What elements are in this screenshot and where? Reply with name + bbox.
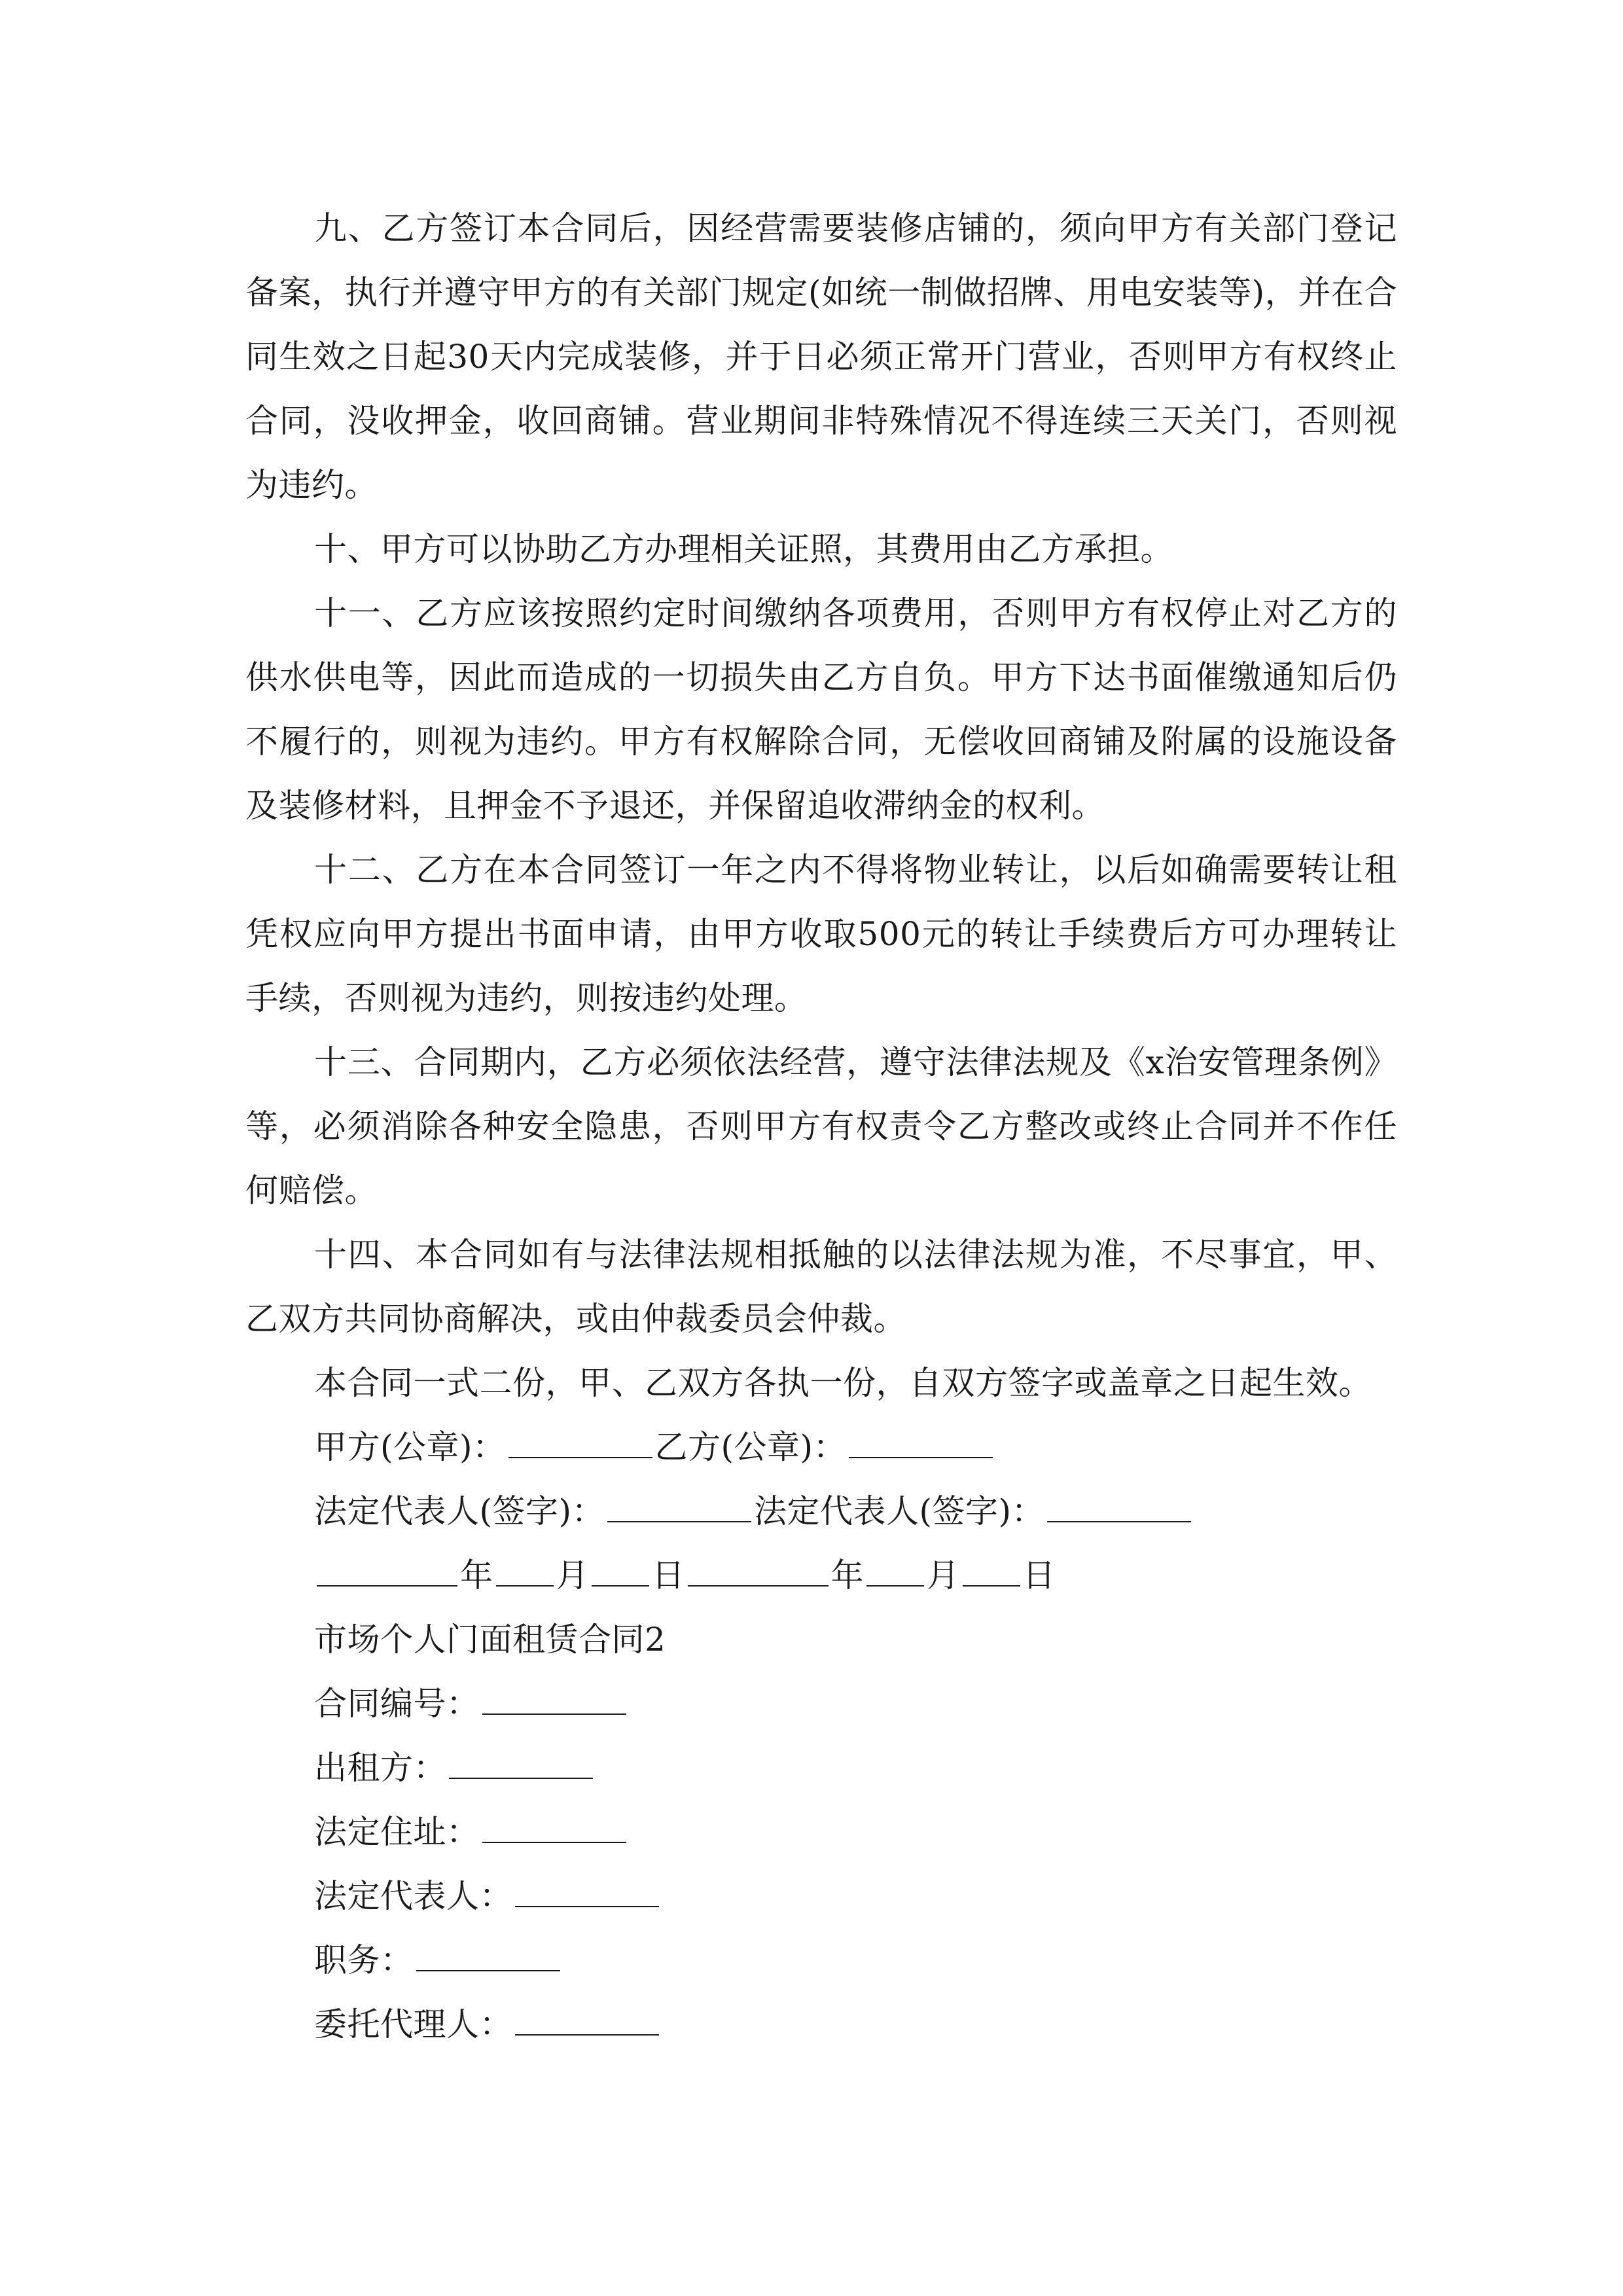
date-line	[245, 1543, 1397, 1607]
contract2-title: 市场个人门面租赁合同2	[314, 1621, 666, 1659]
party-b-seal-label: 乙方(公章)：	[654, 1428, 847, 1466]
rep-a-label: 法定代表人(签字)：	[314, 1492, 605, 1530]
address-label: 法定住址：	[314, 1813, 480, 1851]
month-b-blank	[866, 1555, 924, 1587]
clause-10: 十、甲方可以协助乙方办理相关证照，其费用由乙方承担。	[314, 530, 1173, 568]
agent-line	[245, 1992, 1397, 2056]
day-b-blank	[963, 1555, 1020, 1587]
rep-a-blank	[607, 1491, 751, 1522]
legal-rep-label: 法定代表人：	[314, 1877, 512, 1915]
contract-no-line	[245, 1672, 1397, 1736]
day-a-label: 日	[652, 1556, 685, 1594]
lessor-blank	[449, 1748, 593, 1779]
closing-statement: 本合同一式二份，甲、乙双方各执一份，自双方签字或盖章之日起生效。	[314, 1364, 1372, 1402]
day-a-blank	[592, 1555, 649, 1587]
clause-14: 十四、本合同如有与法律法规相抵触的以法律法规为准，不尽事宜，甲、乙双方共同协商解决，或由仲裁委员会仲裁。	[245, 1236, 1397, 1338]
lessor-label: 出租方：	[314, 1749, 446, 1787]
clause-12: 十二、乙方在本合同签订一年之内不得将物业转让，以后如确需要转让租凭权应向甲方提出书面申请，由甲方收取500元的转让手续费后方可办理转让手续，否则视为违约，则按违约处理。	[245, 851, 1397, 1017]
document-body	[245, 196, 1397, 2056]
representative-line	[245, 1479, 1397, 1543]
year-b-label: 年	[830, 1556, 864, 1594]
month-b-label: 月	[927, 1556, 960, 1594]
legal-rep-blank	[515, 1876, 659, 1907]
clause-11: 十一、乙方应该按照约定时间缴纳各项费用，否则甲方有权停止对乙方的供水供电等，因此而造成的一切损失由乙方自负。甲方下达书面催缴通知后仍不履行的，则视为违约。甲方有权解除合同，无偿收回商铺及附属的设施设备及装修材料，且押金不予退还，并保留追收滞纳金的权利。	[245, 594, 1397, 825]
position-line	[245, 1928, 1397, 1992]
contract-no-blank	[482, 1683, 626, 1715]
agent-label: 委托代理人：	[314, 2005, 512, 2043]
party-a-seal-label: 甲方(公章)：	[314, 1428, 506, 1466]
address-line	[245, 1800, 1397, 1864]
position-blank	[416, 1940, 560, 1971]
lessor-line	[245, 1736, 1397, 1800]
day-b-label: 日	[1022, 1556, 1056, 1594]
year-a-label: 年	[460, 1556, 493, 1594]
rep-b-blank	[1047, 1491, 1191, 1522]
agent-blank	[515, 2004, 659, 2036]
rep-b-label: 法定代表人(签字)：	[754, 1492, 1045, 1530]
contract-no-label: 合同编号：	[314, 1685, 480, 1723]
clause-13: 十三、合同期内，乙方必须依法经营，遵守法律法规及《x治安管理条例》等，必须消除各种安全隐患，否则甲方有权责令乙方整改或终止合同并不作任何赔偿。	[245, 1043, 1397, 1210]
month-a-label: 月	[556, 1556, 589, 1594]
position-label: 职务：	[314, 1941, 414, 1979]
year-b-blank	[688, 1555, 829, 1587]
party-b-seal-blank	[849, 1427, 993, 1458]
month-a-blank	[496, 1555, 554, 1587]
address-blank	[482, 1812, 626, 1843]
year-a-blank	[317, 1555, 457, 1587]
party-a-seal-blank	[508, 1427, 652, 1458]
legal-rep-line	[245, 1864, 1397, 1928]
clause-9: 九、乙方签订本合同后，因经营需要装修店铺的，须向甲方有关部门登记备案，执行并遵守甲方的有关部门规定(如统一制做招牌、用电安装等)，并在合同生效之日起30天内完成装修，并于日必须正常开门营业，否则甲方有权终止合同，没收押金，收回商铺。营业期间非特殊情况不得连续三天关门，否则视为违约。	[245, 209, 1397, 504]
seal-line	[245, 1415, 1397, 1479]
